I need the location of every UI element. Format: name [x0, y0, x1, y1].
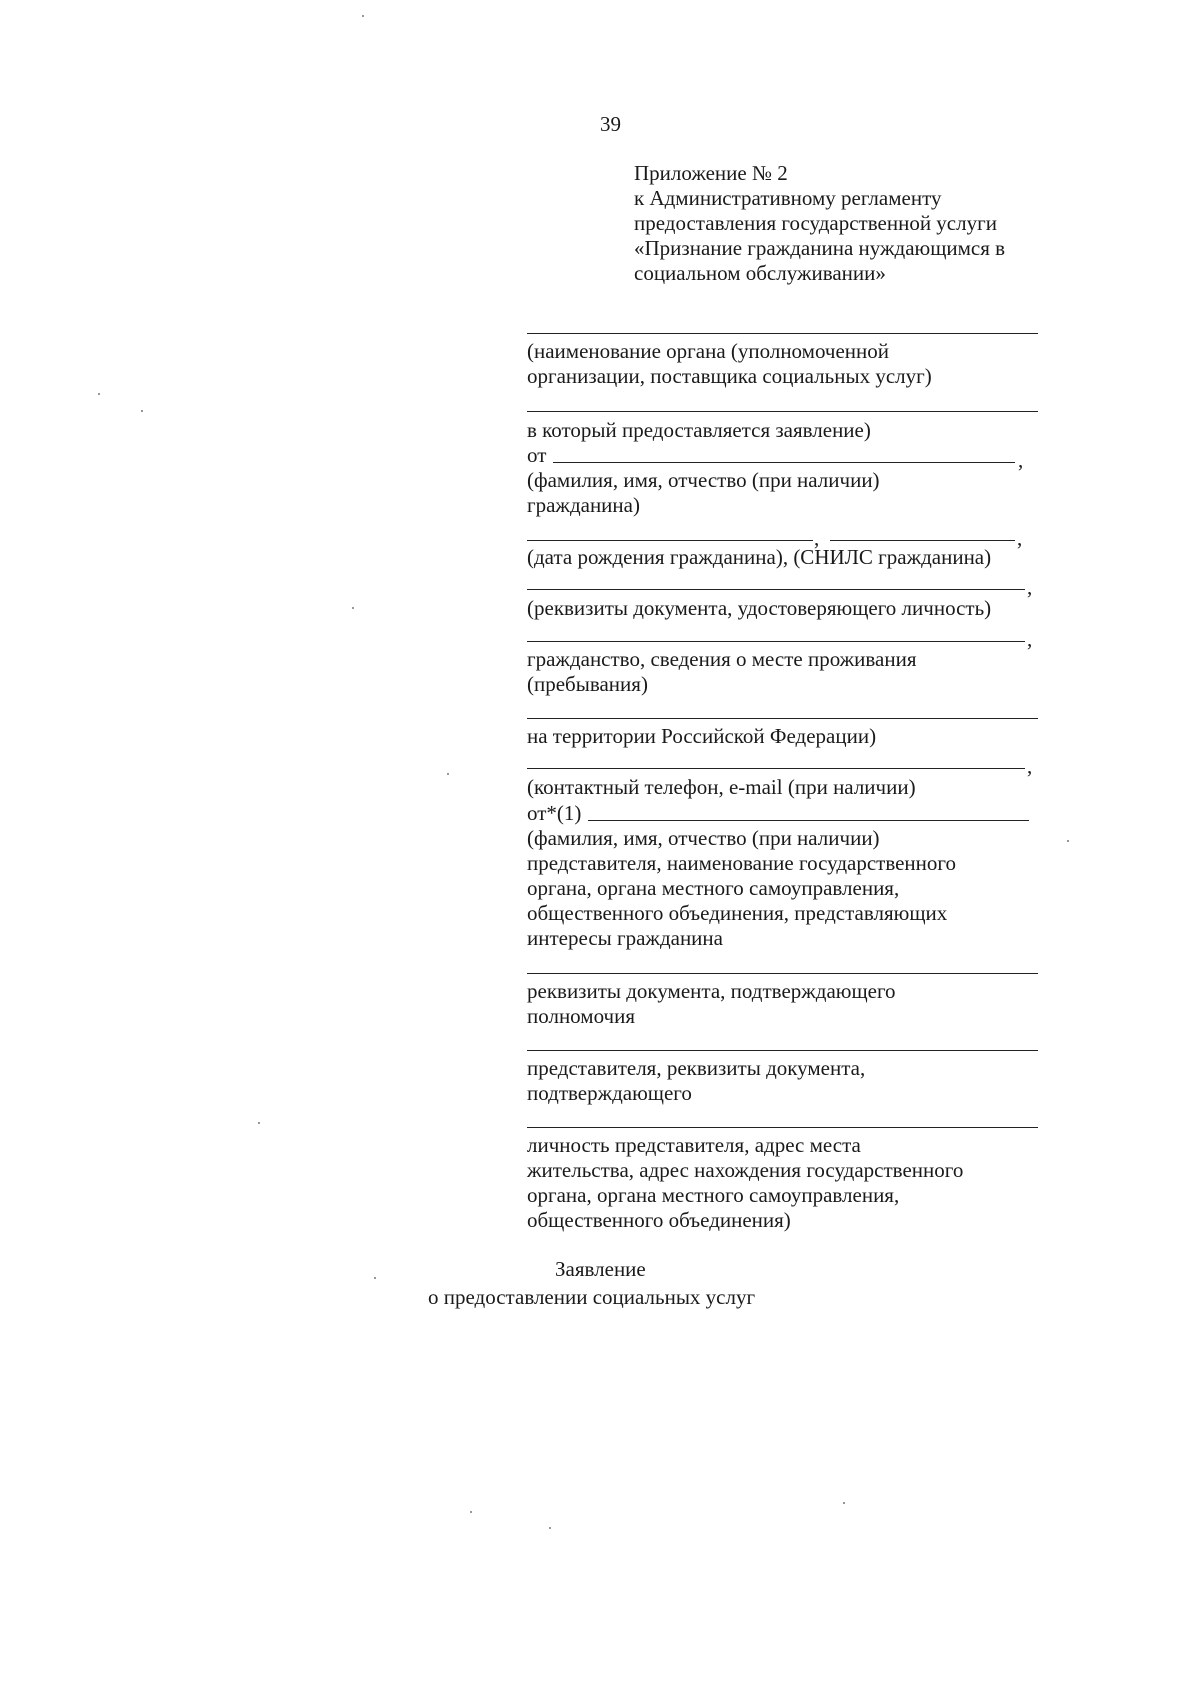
birth-date-line	[527, 540, 813, 541]
id-document-caption: (реквизиты документа, удостоверяющего личность)	[527, 596, 992, 620]
rep-identity-caption-line: жительства, адрес нахождения государственного	[527, 1158, 964, 1182]
representative-caption-line: органа, органа местного самоуправления,	[527, 876, 900, 900]
contact-caption: (контактный телефон, e-mail (при наличии)	[527, 775, 916, 799]
scan-speck	[352, 607, 354, 609]
statement-title: Заявление	[555, 1257, 646, 1281]
scan-speck	[362, 15, 364, 17]
authority-doc-caption-line: реквизиты документа, подтверждающего	[527, 979, 896, 1003]
scan-speck	[374, 1277, 376, 1279]
comma-mark: ,	[1018, 448, 1024, 472]
citizen-name-caption-line: (фамилия, имя, отчество (при наличии)	[527, 468, 880, 492]
comma-mark: ,	[1027, 754, 1033, 778]
authority-doc-line	[527, 973, 1038, 974]
appendix-title: Приложение № 2	[634, 161, 788, 185]
scan-speck	[141, 410, 143, 412]
statement-subtitle: о предоставлении социальных услуг	[428, 1285, 756, 1309]
citizen-name-line	[553, 462, 1015, 463]
rep-identity-caption-line: органа, органа местного самоуправления,	[527, 1183, 900, 1207]
authority-doc-caption-line: полномочия	[527, 1004, 635, 1028]
appendix-line: к Административному регламенту	[634, 186, 942, 210]
comma-mark: ,	[1027, 575, 1033, 599]
rep-doc-caption-line: подтверждающего	[527, 1081, 692, 1105]
scan-speck	[1067, 840, 1069, 842]
territory-caption: на территории Российской Федерации)	[527, 724, 877, 748]
representative-caption-line: общественного объединения, представляющих	[527, 901, 948, 925]
comma-mark: ,	[1027, 627, 1033, 651]
from-representative-prefix: от*(1)	[527, 801, 582, 825]
rep-doc-caption-line: представителя, реквизиты документа,	[527, 1056, 866, 1080]
representative-name-line	[588, 820, 1029, 821]
comma-mark: ,	[814, 526, 820, 550]
organ-caption-line: организации, поставщика социальных услуг)	[527, 364, 932, 388]
rep-identity-caption-line: общественного объединения)	[527, 1208, 791, 1232]
territory-line	[527, 718, 1038, 719]
scan-speck	[470, 1511, 472, 1513]
snils-line	[830, 540, 1015, 541]
citizenship-caption-line: (пребывания)	[527, 672, 648, 696]
representative-caption-line: представителя, наименование государственного	[527, 851, 957, 875]
contact-line	[527, 768, 1025, 769]
scan-speck	[447, 773, 449, 775]
appendix-line: предоставления государственной услуги	[634, 211, 997, 235]
scan-speck	[549, 1527, 551, 1529]
organ-name-line	[527, 333, 1038, 334]
appendix-line: «Признание гражданина нуждающимся в	[634, 236, 1006, 260]
representative-caption-line: интересы гражданина	[527, 926, 723, 950]
scan-speck	[843, 1502, 845, 1504]
birth-snils-caption: (дата рождения гражданина), (СНИЛС гражданина)	[527, 545, 992, 569]
citizen-name-caption-line: гражданина)	[527, 493, 640, 517]
id-document-line	[527, 589, 1025, 590]
submitted-to-line	[527, 411, 1038, 412]
submitted-to-caption: в который предоставляется заявление)	[527, 418, 871, 442]
appendix-line: социальном обслуживании»	[634, 261, 886, 285]
page-number: 39	[600, 112, 621, 136]
citizenship-caption-line: гражданство, сведения о месте проживания	[527, 647, 917, 671]
organ-caption-line: (наименование органа (уполномоченной	[527, 339, 890, 363]
rep-identity-line	[527, 1127, 1038, 1128]
rep-identity-caption-line: личность представителя, адрес места	[527, 1133, 861, 1157]
scan-speck	[258, 1122, 260, 1124]
rep-doc-line	[527, 1050, 1038, 1051]
citizenship-line	[527, 641, 1025, 642]
from-prefix: от	[527, 443, 547, 467]
representative-caption-line: (фамилия, имя, отчество (при наличии)	[527, 826, 880, 850]
scan-speck	[98, 393, 100, 395]
comma-mark: ,	[1017, 526, 1023, 550]
